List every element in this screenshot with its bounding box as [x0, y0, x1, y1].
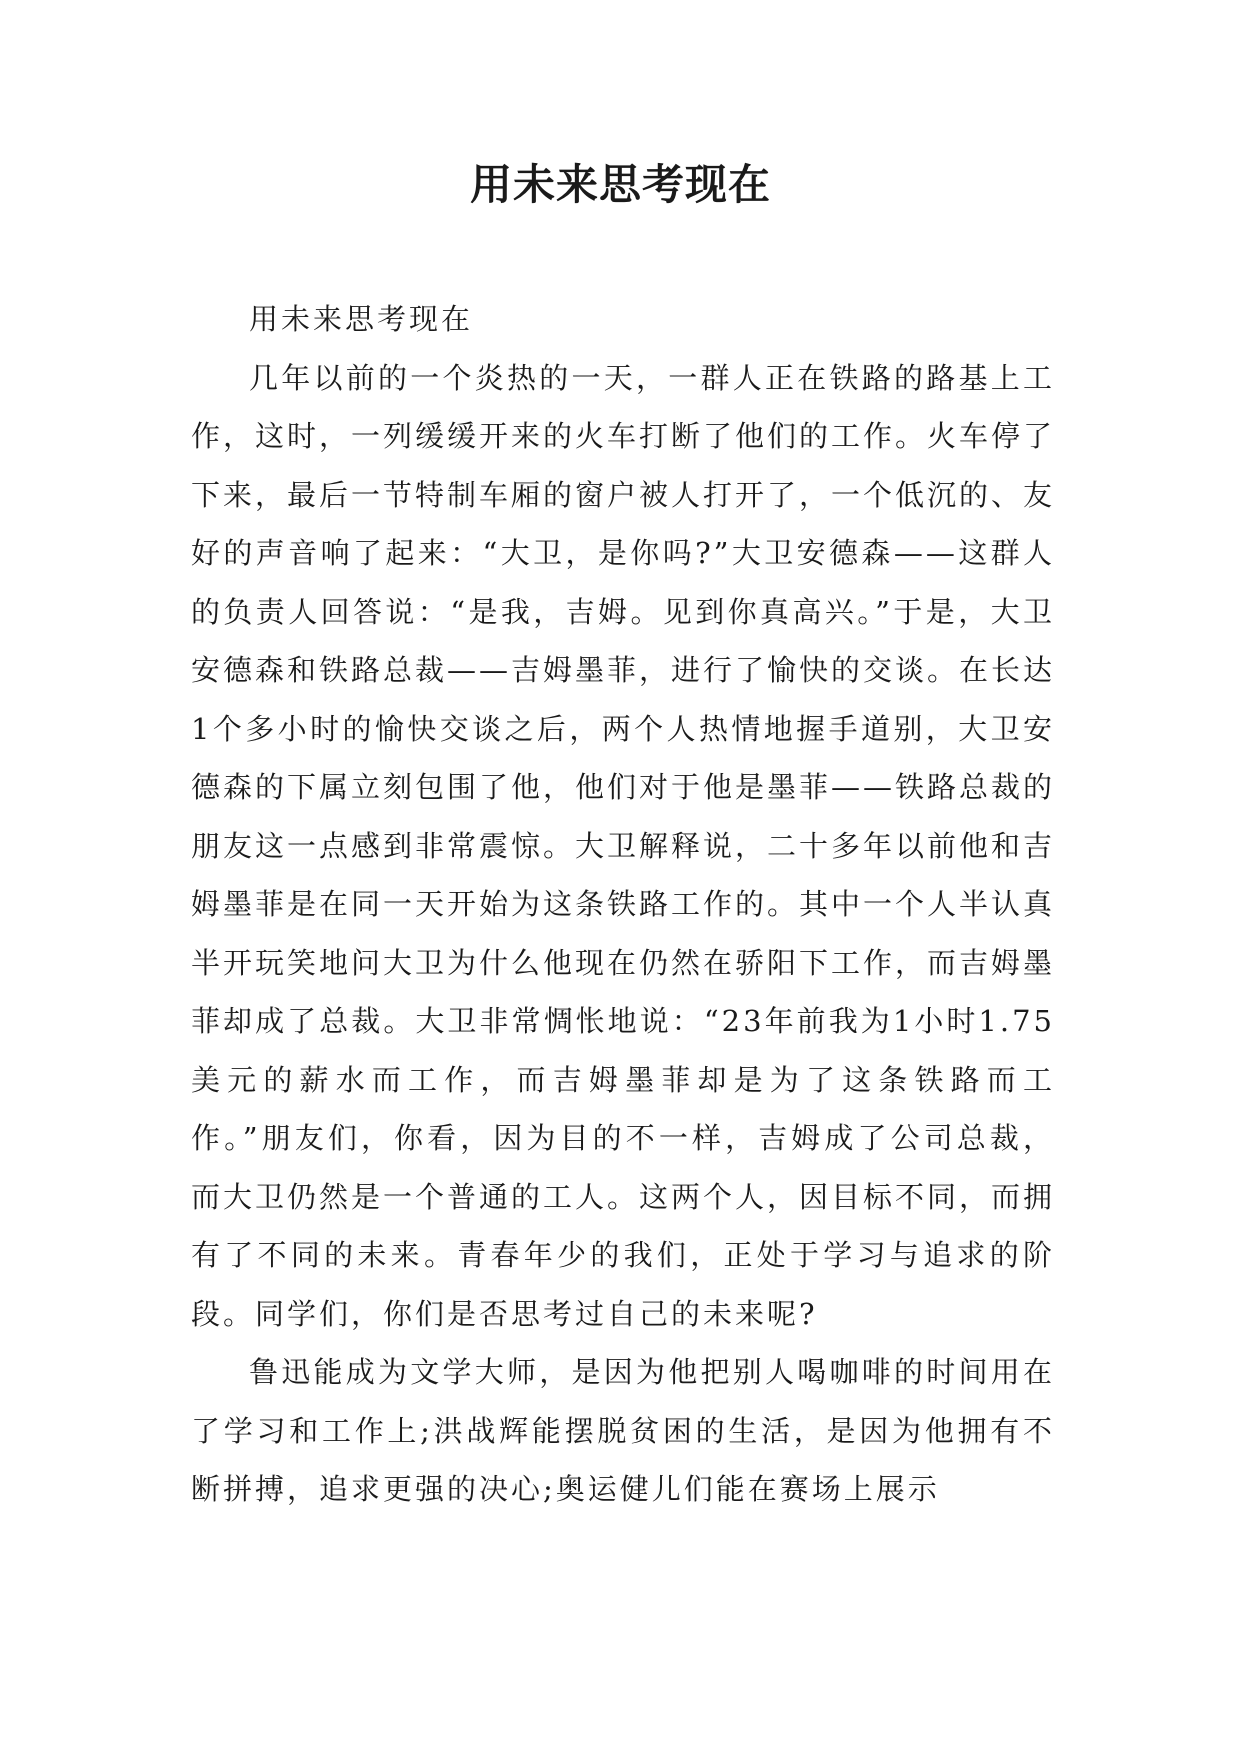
- document-body: [191, 290, 1055, 1519]
- paragraph-examples: 鲁迅能成为文学大师，是因为他把别人喝咖啡的时间用在了学习和工作上;洪战辉能摆脱贫困的生活，是因为他拥有不断拼搏，追求更强的决心;奥运健儿们能在赛场上展示: [191, 1355, 1055, 1506]
- document-title: 用未来思考现在: [469, 160, 771, 209]
- paragraph-subtitle: 用未来思考现在: [249, 302, 474, 336]
- paragraph-story: 几年以前的一个炎热的一天，一群人正在铁路的路基上工作，这时，一列缓缓开来的火车打断了他们的工作。火车停了下来，最后一节特制车厢的窗户被人打开了，一个低沉的、友好的声音响了起来：“大卫，是你吗?”大卫安德森——这群人的负责人回答说：“是我，吉姆。见到你真高兴。”于是，大卫安德森和铁路总裁——吉姆墨菲，进行了愉快的交谈。在长达1个多小时的愉快交谈之后，两个人热情地握手道别，大卫安德森的下属立刻包围了他，他们对于他是墨菲——铁路总裁的朋友这一点感到非常震惊。大卫解释说，二十多年以前他和吉姆墨菲是在同一天开始为这条铁路工作的。其中一个人半认真半开玩笑地问大卫为什么他现在仍然在骄阳下工作，而吉姆墨菲却成了总裁。大卫非常惆怅地说：“23年前我为1小时1.75美元的薪水而工作，而吉姆墨菲却是为了这条铁路而工作。”朋友们，你看，因为目的不一样，吉姆成了公司总裁，而大卫仍然是一个普通的工人。这两个人，因目标不同，而拥有了不同的未来。青春年少的我们，正处于学习与追求的阶段。同学们，你们是否思考过自己的未来呢?: [191, 360, 1056, 1331]
